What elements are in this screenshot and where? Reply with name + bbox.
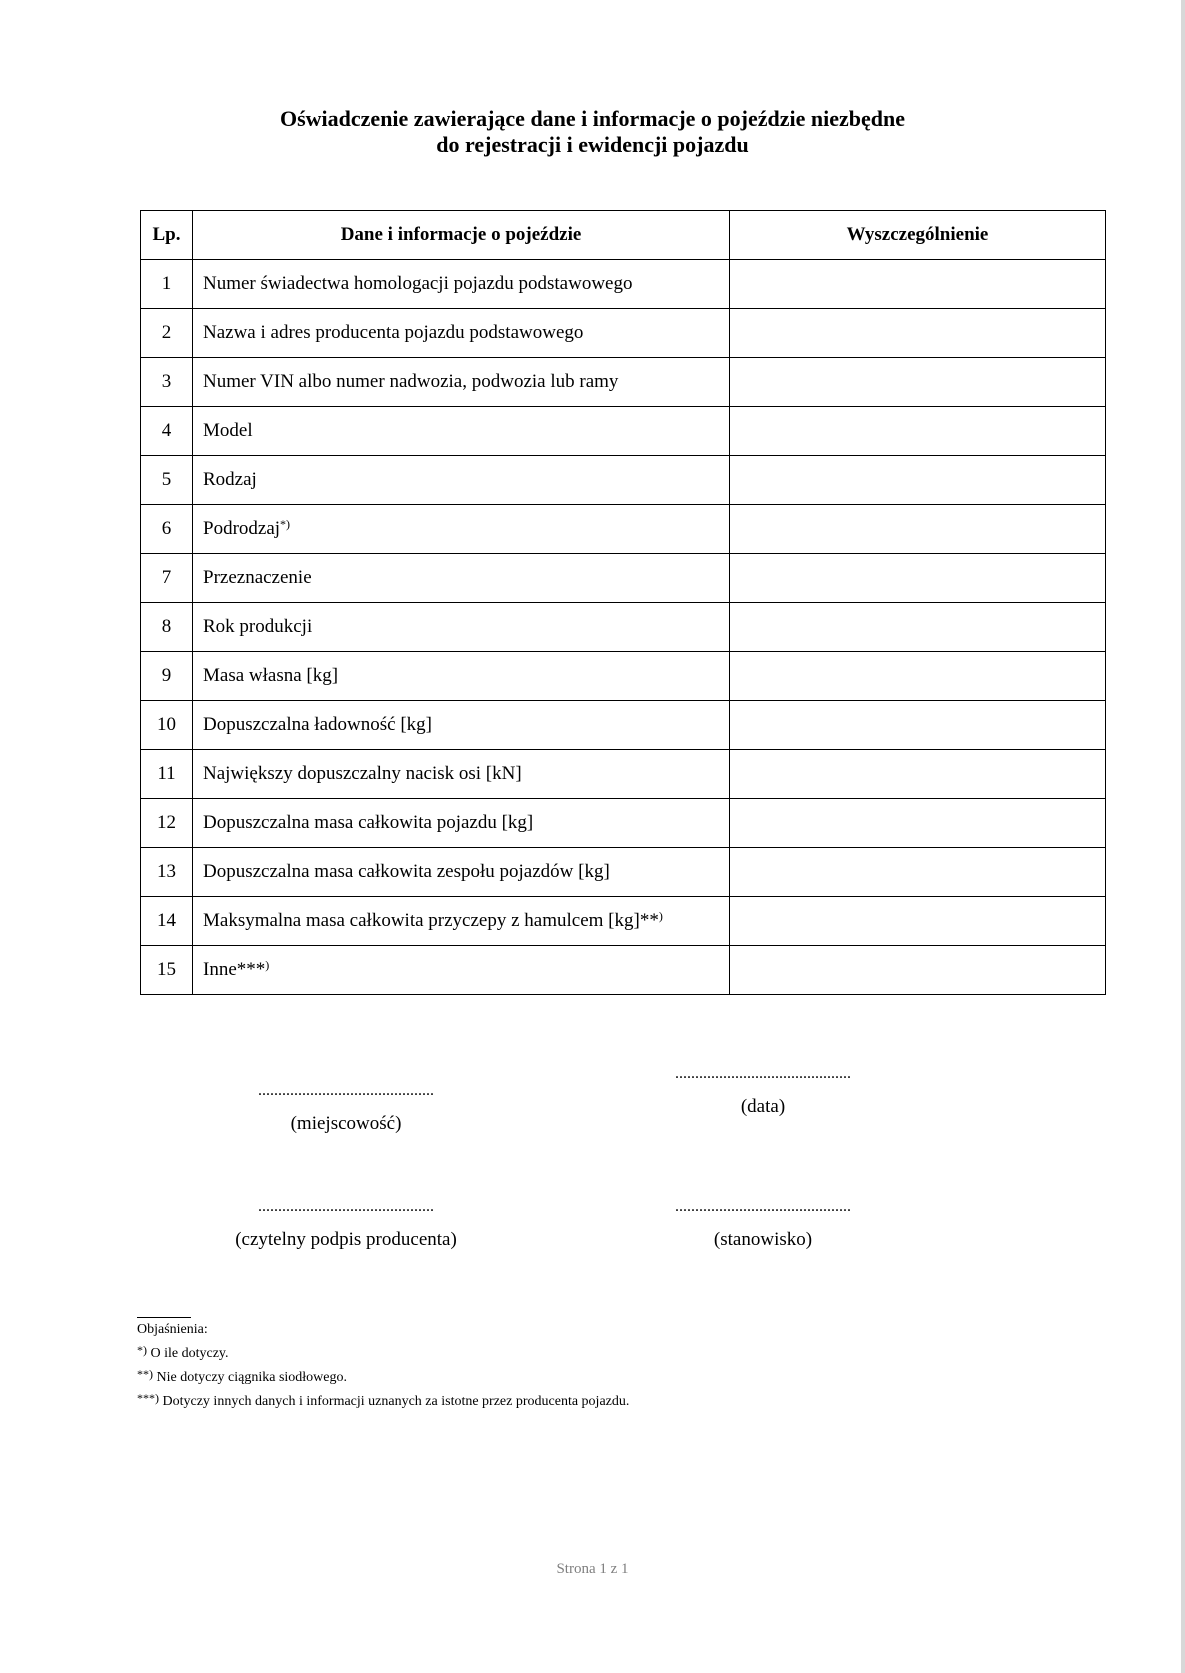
footnote-item <box>137 1388 629 1412</box>
footnote-item-text: Dotyczy innych danych i informacji uznanych za istotne przez producenta pojazdu. <box>162 1394 630 1409</box>
row-value-field[interactable] <box>730 946 1106 995</box>
row-description-text: Dopuszczalna masa całkowita zespołu pojazdów [kg] <box>203 861 610 882</box>
place-label: (miejscowość) <box>290 1113 402 1134</box>
signature-block <box>226 1197 466 1251</box>
place-signature-block <box>226 1081 466 1135</box>
row-description <box>193 407 730 456</box>
row-description-text: Przeznaczenie <box>203 567 312 588</box>
vehicle-data-table <box>140 210 1106 995</box>
row-description <box>193 358 730 407</box>
row-value-field[interactable] <box>730 358 1106 407</box>
row-description <box>193 946 730 995</box>
header-description: Dane i informacje o pojeździe <box>193 211 730 260</box>
row-description <box>193 750 730 799</box>
row-number: 2 <box>141 309 193 358</box>
table-row <box>141 505 1106 554</box>
row-description <box>193 701 730 750</box>
row-value-field[interactable] <box>730 505 1106 554</box>
footnote-mark: ) <box>658 909 663 923</box>
footnote-list <box>137 1340 629 1412</box>
footnote-item <box>137 1364 629 1388</box>
row-value-field[interactable] <box>730 456 1106 505</box>
row-number: 4 <box>141 407 193 456</box>
row-number: 3 <box>141 358 193 407</box>
row-value-field[interactable] <box>730 799 1106 848</box>
row-number: 12 <box>141 799 193 848</box>
row-description <box>193 554 730 603</box>
row-description <box>193 848 730 897</box>
row-number: 10 <box>141 701 193 750</box>
row-value-field[interactable] <box>730 603 1106 652</box>
row-description-text: Numer świadectwa homologacji pojazdu podstawowego <box>203 273 633 294</box>
row-number: 1 <box>141 260 193 309</box>
footnote-mark: *) <box>280 517 291 531</box>
document-title <box>0 106 1185 158</box>
row-value-field[interactable] <box>730 652 1106 701</box>
row-description-text: Nazwa i adres producenta pojazdu podstawowego <box>203 322 584 343</box>
row-number: 11 <box>141 750 193 799</box>
row-number: 7 <box>141 554 193 603</box>
table-row <box>141 309 1106 358</box>
footnote-item-text: O ile dotyczy. <box>150 1346 229 1361</box>
table-row <box>141 260 1106 309</box>
date-signature-block <box>643 1064 883 1118</box>
row-number: 14 <box>141 897 193 946</box>
row-value-field[interactable] <box>730 750 1106 799</box>
date-dotted-line[interactable]: ............................................ <box>675 1065 851 1082</box>
row-value-field[interactable] <box>730 407 1106 456</box>
table-row <box>141 554 1106 603</box>
row-number: 8 <box>141 603 193 652</box>
row-description <box>193 897 730 946</box>
row-value-field[interactable] <box>730 848 1106 897</box>
place-dotted-line[interactable]: ............................................ <box>258 1082 434 1099</box>
row-description-text: Dopuszczalna masa całkowita pojazdu [kg] <box>203 812 534 833</box>
page-number: Strona 1 z 1 <box>556 1561 629 1577</box>
footnote-item-mark: **) <box>137 1367 153 1381</box>
signature-dotted-line[interactable]: ............................................ <box>258 1198 434 1215</box>
row-value-field[interactable] <box>730 554 1106 603</box>
table-row <box>141 897 1106 946</box>
footnote-heading: Objaśnienia: <box>137 1322 208 1337</box>
table-body <box>141 260 1106 995</box>
row-description <box>193 260 730 309</box>
title-line-2: do rejestracji i ewidencji pojazdu <box>436 132 749 157</box>
row-value-field[interactable] <box>730 701 1106 750</box>
table-row <box>141 848 1106 897</box>
row-number: 6 <box>141 505 193 554</box>
footnote-item-text: Nie dotyczy ciągnika siodłowego. <box>156 1370 348 1385</box>
position-signature-block <box>643 1197 883 1251</box>
table-row <box>141 652 1106 701</box>
row-description <box>193 505 730 554</box>
row-value-field[interactable] <box>730 309 1106 358</box>
footnote-item-mark: ***) <box>137 1391 159 1405</box>
row-description-text: Podrodzaj <box>203 518 281 539</box>
signature-label: (czytelny podpis producenta) <box>235 1229 457 1250</box>
table-row <box>141 701 1106 750</box>
footnote-item-mark: *) <box>137 1343 147 1357</box>
header-lp: Lp. <box>141 211 193 260</box>
footnotes <box>137 1320 629 1412</box>
position-dotted-line[interactable]: ............................................ <box>675 1198 851 1215</box>
row-description-text: Największy dopuszczalny nacisk osi [kN] <box>203 763 522 784</box>
footnote-separator <box>137 1317 191 1318</box>
table-row <box>141 358 1106 407</box>
row-description-text: Maksymalna masa całkowita przyczepy z hamulcem [kg]** <box>203 910 659 931</box>
header-value: Wyszczególnienie <box>730 211 1106 260</box>
table-header-row <box>141 211 1106 260</box>
table-row <box>141 603 1106 652</box>
table-row <box>141 456 1106 505</box>
table-row <box>141 799 1106 848</box>
row-number: 5 <box>141 456 193 505</box>
row-description-text: Inne*** <box>203 959 266 980</box>
date-label: (data) <box>740 1096 786 1117</box>
row-description <box>193 456 730 505</box>
row-number: 9 <box>141 652 193 701</box>
row-description-text: Rodzaj <box>203 469 257 490</box>
table-row <box>141 946 1106 995</box>
row-description <box>193 799 730 848</box>
row-value-field[interactable] <box>730 260 1106 309</box>
row-description-text: Numer VIN albo numer nadwozia, podwozia lub ramy <box>203 371 619 392</box>
footnote-item <box>137 1340 629 1364</box>
row-value-field[interactable] <box>730 897 1106 946</box>
row-number: 13 <box>141 848 193 897</box>
table-row <box>141 407 1106 456</box>
row-description <box>193 309 730 358</box>
title-line-1: Oświadczenie zawierające dane i informacje o pojeździe niezbędne <box>279 106 905 131</box>
footnote-mark: ) <box>265 958 270 972</box>
row-description-text: Dopuszczalna ładowność [kg] <box>203 714 432 735</box>
row-description <box>193 652 730 701</box>
row-description-text: Masa własna [kg] <box>203 665 339 686</box>
position-label: (stanowisko) <box>713 1229 813 1250</box>
page-edge <box>1181 0 1185 1673</box>
row-description-text: Model <box>203 420 253 441</box>
table-row <box>141 750 1106 799</box>
row-description-text: Rok produkcji <box>203 616 313 637</box>
row-number: 15 <box>141 946 193 995</box>
row-description <box>193 603 730 652</box>
